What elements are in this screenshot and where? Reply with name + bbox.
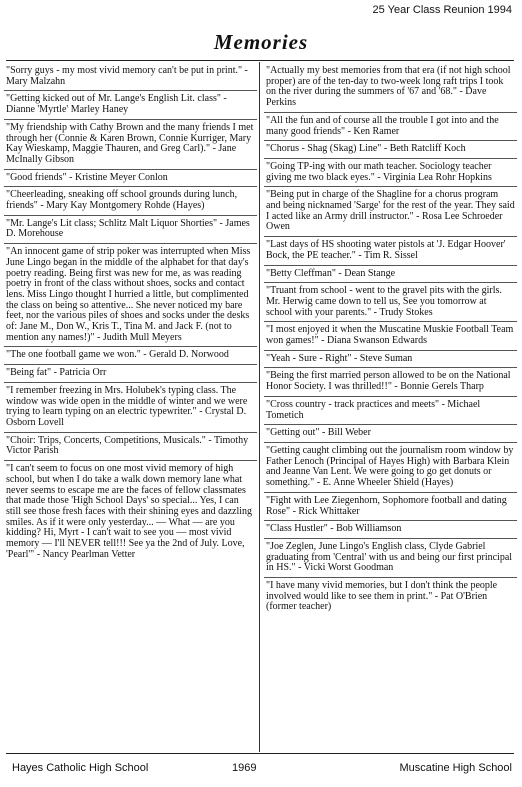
memory-entry: "Good friends" - Kristine Meyer Conlon [4,170,257,188]
footer-divider [6,753,514,754]
memory-entry: "Choir: Trips, Concerts, Competitions, Musicals." - Timothy Victor Parish [4,433,257,461]
memory-entry: "Getting caught climbing out the journalism room window by Father Lenoch (Principal of Hayes High) with Barbara Klein and Jeanne Van Lent. We were going to go get donuts or something." - E. Anne Wheeler Shield (Hayes) [264,443,517,493]
memory-entry: "Getting out" - Bill Weber [264,425,517,443]
reunion-header: 25 Year Class Reunion 1994 [372,4,512,16]
memory-entry: "I can't seem to focus on one most vivid memory of high school, but when I do take a walk down memory lane what never seems to escape me are the faces of fellow classmates that made those 'High School Days' so special... Yes, I can still see those fresh faces with their shining eyes and dazzling smiles. As if it were only yesterday... — What — are you kidding? Hi, Myrt - I can't wait to see you — most vivid memory — I'll NEVER tell!!! See ya the 2nd of July. Love, 'Pearl'" - Nancy Pearlman Vetter [6,463,253,560]
column-divider [259,62,260,752]
memory-entry: "Cross country - track practices and meets" - Michael Tometich [264,397,517,425]
memory-entry: "Sorry guys - my most vivid memory can't be put in print." - Mary Malzahn [4,63,257,91]
footer-school-right: Muscatine High School [399,762,512,774]
memory-entry: "Going TP-ing with our math teacher. Sociology teacher giving me two black eyes." - Virginia Lea Rohr Hopkins [264,159,517,187]
memory-entry: "Joe Zeglen, June Lingo's English class, Clyde Gabriel graduating from 'Central' with us and being our first principal in HS." - Vicki Worst Goodman [264,539,517,578]
memory-entry: "Getting kicked out of Mr. Lange's English Lit. class" - Dianne 'Myrtle' Marley Haney [4,91,257,119]
memory-entry: "Last days of HS shooting water pistols at 'J. Edgar Hoover' Bock, the PE teacher." - Tim R. Sissel [264,237,517,265]
footer-class-year: 1969 [232,762,257,774]
memory-entry: "Betty Cleffman" - Dean Stange [264,266,517,284]
memory-entry: "Cheerleading, sneaking off school grounds during lunch, friends" - Mary Kay Montgomery Rohde (Hayes) [4,187,257,215]
memory-entry: "The one football game we won." - Gerald D. Norwood [4,347,257,365]
page-title: Memories [213,30,309,54]
memory-entry: "I remember freezing in Mrs. Holubek's typing class. The window was wide open in the middle of winter and we were trying to learn typing on an electric typewriter." - Crystal D. Osborn Lovell [4,383,257,433]
memory-entry: "Chorus - Shag (Skag) Line" - Beth Ratcliff Koch [264,141,517,159]
memory-entry: "Truant from school - went to the gravel pits with the girls. Mr. Herwig came down to tell us, See you tomorrow at school with your parents." - Trudy Stokes [264,283,517,322]
memory-entry: "Fight with Lee Ziegenhorn, Sophomore football and dating Rose" - Rick Whittaker [264,493,517,521]
memory-entry: "Actually my best memories from that era (if not high school proper) are of the ten-day to two-week long raft trips I took on the river during the summers of '67 and '68." - Dave Perkins [264,63,517,113]
memory-entry: "Mr. Lange's Lit class; Schlitz Malt Liquor Shorties" - James D. Morehouse [4,216,257,244]
memory-entry: "My friendship with Cathy Brown and the many friends I met through her (Connie & Karen Brown, Connie Kurriger, Mary Kay Wieskamp, Maggie Thauren, and Greg Carl)." - Jane McInally Gibson [4,120,257,170]
memory-entry: "An innocent game of strip poker was interrupted when Miss June Lingo began in the middle of the alphabet for that day's poetry reading. Being first was new for me, as was reading poetry in front of the class without shoes, socks and contact lens. Miss Lingo thought I hurried a little, but complimented the class on being so attentive... She never noticed my bare feet, nor the various piles of shoes and socks under the desks of: Jane M., Don W., Kris T., Tina M. and Jack F. (not to mention any names!)" - Judith Mull Meyers [4,244,257,347]
memory-entry: "All the fun and of course all the trouble I got into and the many good friends" - Ken Ramer [264,113,517,141]
memory-entry: "I have many vivid memories, but I don't think the people involved would like to see them in print." - Pat O'Brien (former teacher) [266,580,498,613]
memories-right-column [264,63,517,751]
title-divider [6,60,514,61]
footer-school-left: Hayes Catholic High School [12,762,149,774]
memory-entry: "Being fat" - Patricia Orr [4,365,257,383]
memory-entry: "Being put in charge of the Shagline for a chorus program and being nicknamed 'Sarge' for the rest of the year. They said I acted like an Army drill instructor." - Rosa Lee Schroeder Owen [264,187,517,237]
memory-entry: "I most enjoyed it when the Muscatine Muskie Football Team won games!" - Diana Swanson Edwards [264,322,517,350]
memories-left-column [4,63,257,751]
memory-entry: "Being the first married person allowed to be on the National Honor Society. I was thrilled!!" - Bonnie Gerels Tharp [264,368,517,396]
memory-entry: "Class Hustler" - Bob Williamson [264,521,517,539]
memory-entry: "Yeah - Sure - Right" - Steve Suman [264,351,517,369]
